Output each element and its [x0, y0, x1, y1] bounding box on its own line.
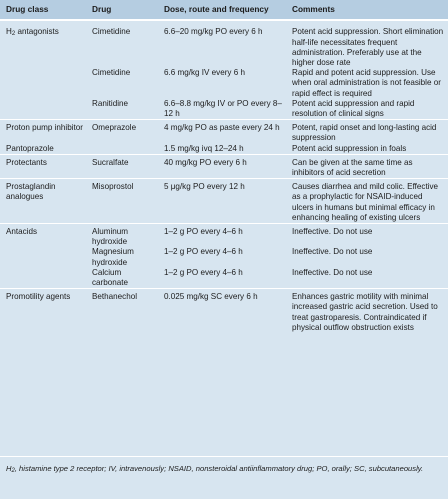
- footnote-text: , histamine type 2 receptor; IV, intravenously; NSAID, nonsteroidal antiinflammatory drug; PO, orally; SC, subcutaneously.: [14, 464, 424, 473]
- comments-cell: Potent acid suppression and rapid resolution of clinical signs: [292, 98, 415, 119]
- drug-class-h: H: [6, 27, 12, 37]
- table-footnote: [0, 456, 448, 499]
- dose-cell: 6.6–8.8 mg/kg IV or PO every 8–12 h: [164, 98, 282, 119]
- table-header-row: [0, 0, 448, 20]
- comments-cell: Potent acid suppression in foals: [292, 143, 407, 153]
- table-row: [0, 154, 448, 178]
- table-row: [0, 99, 448, 120]
- drug-class-cell: Promotility agents: [0, 289, 86, 337]
- dose-cell: 6.6 mg/kg IV every 6 h: [164, 68, 245, 78]
- table-row: [0, 20, 448, 68]
- table-row: [0, 179, 448, 224]
- comments-cell: Potent acid suppression. Short elimination half-life necessitates frequent administration. Preferably use at the higher dose rate: [286, 20, 448, 68]
- drug-class-cell: [0, 268, 86, 289]
- table-row: [0, 289, 448, 337]
- footnote-subscript: 2: [11, 468, 15, 474]
- drug-cell: Omeprazole: [86, 120, 158, 144]
- drug-cell: Cimetidine: [86, 20, 158, 68]
- drug-class-cell: Protectants: [0, 154, 86, 178]
- table-row: [0, 247, 448, 267]
- drug-class-cell: Proton pump inhibitor: [0, 120, 86, 144]
- dose-cell: 5 μg/kg PO every 12 h: [158, 179, 286, 224]
- drug-class-cell: Pantoprazole: [6, 143, 54, 153]
- table-row: [0, 120, 448, 144]
- drug-class-cell: [0, 20, 86, 68]
- drug-class-cell: [0, 68, 86, 99]
- drug-cell: Cimetidine: [92, 68, 131, 78]
- header-drug-class: Drug class: [0, 0, 86, 20]
- footnote-h: H: [6, 464, 12, 473]
- drug-class-subscript: 2: [11, 31, 16, 38]
- table-row: [0, 224, 448, 248]
- dose-cell: 1.5 mg/kg ivq 12–24 h: [164, 143, 244, 153]
- drug-class-rest: antagonists: [15, 27, 59, 37]
- table-row: [0, 144, 448, 155]
- comments-cell: Ineffective. Do not use: [292, 267, 373, 277]
- dose-cell: 1–2 g PO every 4–6 h: [164, 267, 243, 277]
- comments-cell: Potent, rapid onset and long-lasting acid suppression: [286, 120, 448, 144]
- drug-cell: Magnesium hydroxide: [92, 247, 134, 267]
- drug-cell: Misoprostol: [86, 179, 158, 224]
- dose-cell: 1–2 g PO every 4–6 h: [158, 224, 286, 248]
- header-comments: Comments: [286, 0, 448, 20]
- dose-cell: 1–2 g PO every 4–6 h: [164, 247, 243, 257]
- drug-cell: Bethanechol: [86, 289, 158, 337]
- comments-cell: Enhances gastric motility with minimal increased gastric acid secretion. Used to treat gastroparesis. Contraindicated if physical outflow obstruction exists: [286, 289, 448, 337]
- table-row: [0, 68, 448, 99]
- drug-class-cell: Prostaglandin analogues: [0, 179, 86, 224]
- comments-cell: Rapid and potent acid suppression. Use when oral administration is not feasible or rapid effect is required: [292, 68, 441, 98]
- dose-cell: 4 mg/kg PO as paste every 24 h: [158, 120, 286, 144]
- drug-class-cell: Antacids: [0, 224, 86, 248]
- drug-cell: [86, 144, 158, 155]
- dose-cell: 0.025 mg/kg SC every 6 h: [158, 289, 286, 337]
- comments-cell: Can be given at the same time as inhibitors of acid secretion: [286, 154, 448, 178]
- drug-class-cell: [0, 99, 86, 120]
- table-row: [0, 268, 448, 289]
- drug-class-cell: [0, 247, 86, 267]
- dose-cell: 40 mg/kg PO every 6 h: [158, 154, 286, 178]
- drug-cell: Aluminum hydroxide: [86, 224, 158, 248]
- comments-cell: Ineffective. Do not use: [286, 224, 448, 248]
- header-dose: Dose, route and frequency: [158, 0, 286, 20]
- drug-cell: Calcium carbonate: [92, 267, 128, 288]
- comments-cell: Ineffective. Do not use: [292, 247, 373, 257]
- header-drug: Drug: [86, 0, 158, 20]
- drug-cell: Ranitidine: [92, 98, 128, 108]
- dose-cell: 6.6–20 mg/kg PO every 6 h: [158, 20, 286, 68]
- comments-cell: Causes diarrhea and mild colic. Effective as a prophylactic for NSAID-induced ulcers in humans but minimal efficacy in enhancing healing of existing ulcers: [286, 179, 448, 224]
- drug-cell: Sucralfate: [86, 154, 158, 178]
